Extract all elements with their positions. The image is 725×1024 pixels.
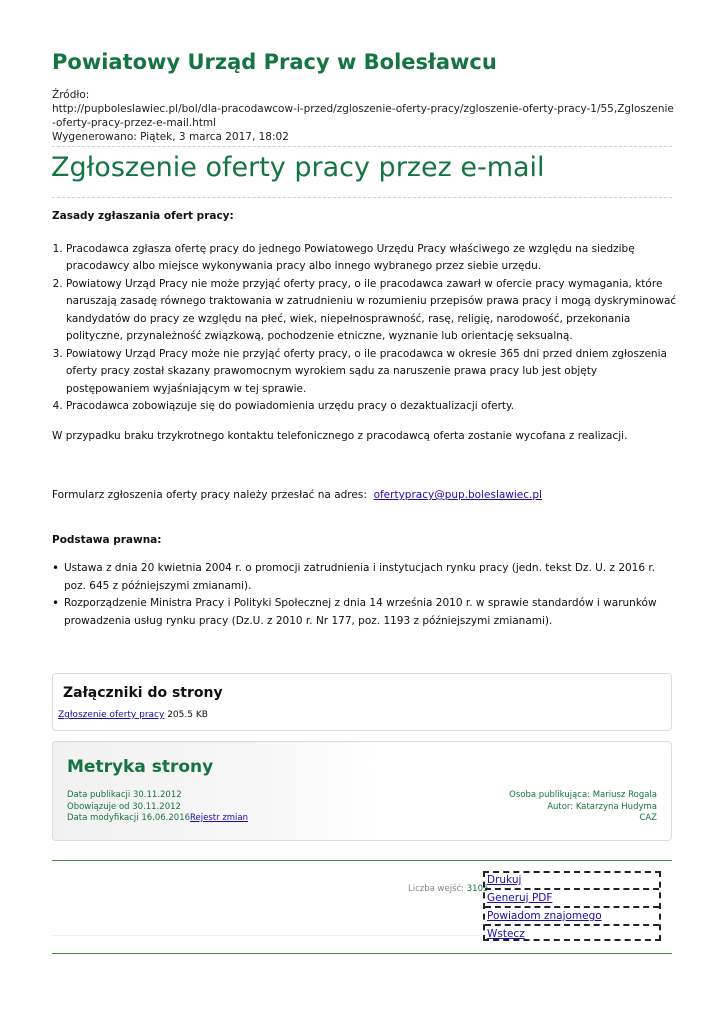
list-item: 4. Pracodawca zobowiązuje się do powiadomienia urzędu pracy o dezaktualizacji oferty. — [66, 398, 677, 416]
publisher: Osoba publikująca: Mariusz Rogala — [509, 790, 657, 800]
divider — [52, 935, 482, 936]
withdraw-note: W przypadku braku trzykrotnego kontaktu telefonicznego z pracodawcą oferta zostanie wycofana z realizacji. — [52, 429, 628, 442]
rules-list — [52, 241, 677, 416]
form-note-row — [52, 487, 677, 505]
publication-date: Data publikacji 30.11.2012 — [67, 790, 182, 800]
attachment-size: 205.5 KB — [167, 710, 208, 720]
form-note: Formularz zgłoszenia oferty pracy należy przesłać na adres: — [52, 489, 367, 501]
unit: CAZ — [639, 813, 657, 823]
source-label: Źródło: — [52, 89, 90, 101]
divider — [485, 888, 659, 890]
legal-heading: Podstawa prawna: — [52, 533, 162, 546]
rules-heading: Zasady zgłaszania ofert pracy: — [52, 210, 234, 222]
source-url: http://pupboleslawiec.pl/bol/dla-pracodawcow-i-przed/zgloszenie-oferty-pracy/zgloszenie-oferty-pracy-1/55,Zgloszenie-oferty-pracy-przez-e-mail.html — [52, 103, 674, 129]
divider — [52, 197, 672, 198]
list-item: • Rozporządzenie Ministra Pracy i Polityki Społecznej z dnia 14 września 2010 r. w sprawie standardów i warunków prowadzenia usług rynku pracy (Dz.U. z 2010 r. Nr 177, poz. 1193 z późniejszymi zmianami). — [64, 595, 677, 630]
divider — [52, 146, 672, 147]
attachments-title: Załączniki do strony — [63, 685, 223, 701]
legal-list — [52, 560, 677, 630]
back-link[interactable]: Wstecz — [487, 928, 525, 940]
notify-friend-link[interactable]: Powiadom znajomego — [487, 910, 602, 922]
generated-date: Wygenerowano: Piątek, 3 marca 2017, 18:02 — [52, 131, 289, 143]
divider — [485, 906, 659, 908]
page-actions — [483, 871, 661, 941]
footer-top-line — [52, 860, 672, 861]
print-link[interactable]: Drukuj — [487, 874, 522, 886]
page-heading: Zgłoszenie oferty pracy przez e-mail — [51, 152, 545, 183]
site-title: Powiatowy Urząd Pracy w Bolesławcu — [52, 50, 497, 74]
article-content — [52, 208, 677, 630]
metryka-panel — [52, 741, 672, 841]
page-meta — [52, 88, 677, 144]
email-link[interactable]: ofertypracy@pup.boleslawiec.pl — [373, 489, 542, 501]
list-item: 2. Powiatowy Urząd Pracy nie może przyjąć oferty pracy, o ile pracodawca zawarł w ofercie pracy wymagania, które naruszają zasadę równego traktowania w zatrudnieniu w rozumieniu przepisów prawa pracy i mogą dyskryminować kandydatów do pracy ze względu na płeć, wiek, niepełnosprawność, rasę, religię, narodowość, przekonania polityczne, przynależność związkową, pochodzenie etniczne, wyznanie lub orientację seksualną. — [66, 276, 677, 346]
footer-bottom-line — [52, 953, 672, 954]
modification-date: Data modyfikacji 16.06.2016 — [67, 813, 191, 823]
generate-pdf-link[interactable]: Generuj PDF — [487, 892, 553, 904]
list-item: 3. Powiatowy Urząd Pracy może nie przyjąć oferty pracy, o ile pracodawca w okresie 365 dni przed dniem zgłoszenia oferty pracy został skazany prawomocnym wyrokiem sądu za naruszenie prawa pracy lub jest objęty postępowaniem wyjaśniającym w tej sprawie. — [66, 346, 677, 399]
author: Autor: Katarzyna Hudyma — [547, 801, 657, 812]
metryka-title: Metryka strony — [67, 757, 214, 777]
modification-row — [67, 813, 248, 825]
visits-label: Liczba wejść: — [408, 884, 465, 894]
metryka-dates — [67, 790, 248, 825]
visit-counter — [408, 884, 488, 894]
changes-register-link[interactable]: Rejestr zmian — [190, 813, 249, 823]
list-item: • Ustawa z dnia 20 kwietnia 2004 r. o promocji zatrudnienia i instytucjach rynku pracy (jedn. tekst Dz. U. z 2016 r. poz. 645 z późniejszymi zmianami). — [64, 560, 677, 595]
list-item: 1. Pracodawca zgłasza ofertę pracy do jednego Powiatowego Urzędu Pracy właściwego ze względu na siedzibę pracodawcy albo miejsce wykonywania pracy albo innego wybranego przez siebie urzędu. — [66, 241, 677, 276]
divider — [485, 924, 659, 926]
attachment-item — [58, 710, 208, 720]
visits-count: 3105 — [466, 884, 489, 894]
metryka-people — [509, 790, 657, 825]
attachments-panel — [52, 673, 672, 731]
valid-from-date: Obowiązuje od 30.11.2012 — [67, 801, 181, 812]
attachment-link[interactable]: Zgłoszenie oferty pracy — [58, 710, 165, 720]
